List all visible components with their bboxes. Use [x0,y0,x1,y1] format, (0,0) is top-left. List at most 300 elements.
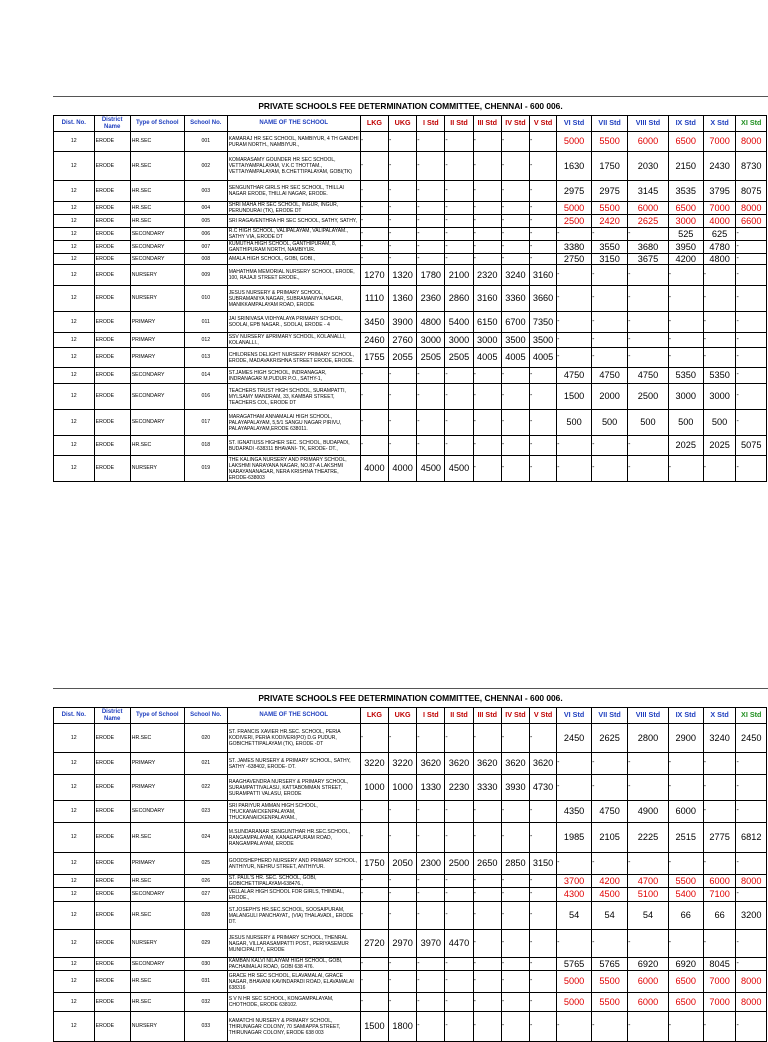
district-name-cell: ERODE [94,930,130,958]
school-type-cell: SECONDARY [130,384,184,410]
std1-fee-cell: 3000 [417,333,445,348]
column-header-lkg-fee: LKG [360,116,388,132]
column-header-std9-fee: IX Std [668,116,703,132]
std3-fee-cell: - [473,801,501,823]
std3-fee-cell: - [473,215,501,228]
std5-fee-cell: 3160 [530,265,557,286]
school-type-cell: HR.SEC [130,215,184,228]
std5-fee-cell: - [530,202,557,215]
ukg-fee-cell: 1800 [389,1012,417,1042]
std4-fee-cell: - [501,724,529,753]
dist-no-cell: 12 [54,410,95,436]
std4-fee-cell: - [501,958,529,971]
std10-fee-cell: - [703,853,736,875]
std2-fee-cell: - [445,152,473,181]
ukg-fee-cell: 1000 [389,775,417,801]
column-header-school-type: Type of School [130,116,184,132]
std10-fee-cell: 7000 [703,202,736,215]
school-no-cell: 022 [184,775,227,801]
school-name-cell: JAI SRINIVASA VIDHYALAYA PRIMARY SCHOOL, SOOLAI, EPB NAGAR., SOOLAI, ERODE - 4 [227,312,360,333]
std4-fee-cell: 3620 [501,753,529,775]
dist-no-cell: 12 [54,152,95,181]
column-header-district-name: District Name [94,708,130,724]
std1-fee-cell: 4800 [417,312,445,333]
std10-fee-cell: 8045 [703,958,736,971]
std9-fee-cell: 3000 [668,384,703,410]
school-name-cell: MARAGATHAM ANNAMALAI HIGH SCHOOL, PALAYAPALAYAM, 5,5/1 SANGU NAGAR PIRIVU, PALAYAPALAYAM,ERODE 638011. [227,410,360,436]
std2-fee-cell: - [445,823,473,853]
school-name-cell: ST.JOSEPH'S HR.SEC.SCHOOL, SOOSAIPURAM, MALANGULI PANCHAYAT,, (VIA) THALAVADI,, ERODE DT. [227,902,360,930]
ukg-fee-cell: - [389,902,417,930]
std5-fee-cell: - [530,801,557,823]
std11-fee-cell: - [736,368,767,384]
lkg-fee-cell: - [360,410,388,436]
district-name-cell: ERODE [94,436,130,456]
std2-fee-cell: 2505 [445,348,473,368]
school-no-cell: 026 [184,875,227,888]
school-type-cell: PRIMARY [130,348,184,368]
school-name-cell: KUMUTHA HIGH SCHOOL, GANTHIPURAM, 8, GANTHIPURAM NORTH, NAMBIYUR. [227,241,360,254]
column-header-std3-fee: III Std [473,708,501,724]
column-header-std9-fee: IX Std [668,708,703,724]
std5-fee-cell: - [530,875,557,888]
std2-fee-cell: - [445,888,473,902]
std1-fee-cell: - [417,971,445,993]
std7-fee-cell: - [592,265,628,286]
district-name-cell: ERODE [94,202,130,215]
std10-fee-cell: 3795 [703,181,736,202]
std2-fee-cell: - [445,875,473,888]
table-row [54,971,767,993]
std10-fee-cell: 4780 [703,241,736,254]
school-name-cell: SRI RAGAVENTHRA HR SEC SCHOOL, SATHY, SATHY, [227,215,360,228]
std3-fee-cell: - [473,888,501,902]
std2-fee-cell: - [445,724,473,753]
table-row [54,152,767,181]
std7-fee-cell: 4750 [592,368,628,384]
table-row [54,993,767,1012]
std3-fee-cell: - [473,971,501,993]
std2-fee-cell: - [445,384,473,410]
std7-fee-cell: 5500 [592,202,628,215]
std10-fee-cell: 2430 [703,152,736,181]
fee-sheet-1 [53,96,768,482]
std8-fee-cell: 2030 [628,152,669,181]
std5-fee-cell: - [530,930,557,958]
school-type-cell: SECONDARY [130,254,184,265]
std2-fee-cell: - [445,181,473,202]
school-no-cell: 016 [184,384,227,410]
table-row [54,1012,767,1042]
ukg-fee-cell: - [389,823,417,853]
school-type-cell: PRIMARY [130,312,184,333]
lkg-fee-cell: - [360,181,388,202]
district-name-cell: ERODE [94,801,130,823]
std7-fee-cell: - [592,853,628,875]
std5-fee-cell: 7350 [530,312,557,333]
std6-fee-cell: - [557,930,592,958]
std1-fee-cell: 2300 [417,853,445,875]
column-header-std10-fee: X Std [703,708,736,724]
std1-fee-cell: - [417,436,445,456]
table-row [54,875,767,888]
column-header-std2-fee: II Std [445,116,473,132]
dist-no-cell: 12 [54,254,95,265]
ukg-fee-cell: - [389,384,417,410]
std7-fee-cell: 2975 [592,181,628,202]
district-name-cell: ERODE [94,348,130,368]
school-type-cell: SECONDARY [130,368,184,384]
ukg-fee-cell: - [389,241,417,254]
std3-fee-cell: 3000 [473,333,501,348]
district-name-cell: ERODE [94,368,130,384]
std2-fee-cell: - [445,1012,473,1042]
std4-fee-cell: 6700 [501,312,529,333]
district-name-cell: ERODE [94,724,130,753]
sheet-title: PRIVATE SCHOOLS FEE DETERMINATION COMMITTEE, CHENNAI - 600 006. [258,101,563,111]
std11-fee-cell: - [736,801,767,823]
school-no-cell: 025 [184,853,227,875]
std4-fee-cell: - [501,181,529,202]
std3-fee-cell: 3620 [473,753,501,775]
std1-fee-cell: 3620 [417,753,445,775]
school-no-cell: 031 [184,971,227,993]
std7-fee-cell: - [592,312,628,333]
std4-fee-cell: - [501,456,529,482]
column-header-std1-fee: I Std [417,116,445,132]
table-row [54,241,767,254]
table-row [54,456,767,482]
school-type-cell: HR.SEC [130,181,184,202]
std1-fee-cell: - [417,368,445,384]
std9-fee-cell: 6920 [668,958,703,971]
std5-fee-cell: - [530,436,557,456]
std10-fee-cell: - [703,286,736,312]
header-row [54,708,767,724]
std2-fee-cell: 2230 [445,775,473,801]
std8-fee-cell: 6000 [628,993,669,1012]
std4-fee-cell: - [501,888,529,902]
school-type-cell: PRIMARY [130,775,184,801]
std8-fee-cell: 2500 [628,384,669,410]
school-name-cell: M.SUNDARANAR SENGUNTHAR HR.SEC.SCHOOL, RANGAMPALAYAM, KANAGAPURAM ROAD, RANGAMPALAYAM, ERODE [227,823,360,853]
std4-fee-cell: 3360 [501,286,529,312]
school-no-cell: 017 [184,410,227,436]
std4-fee-cell: - [501,410,529,436]
std5-fee-cell: - [530,241,557,254]
std5-fee-cell: - [530,724,557,753]
std1-fee-cell: 1780 [417,265,445,286]
ukg-fee-cell: - [389,875,417,888]
lkg-fee-cell: 2720 [360,930,388,958]
school-type-cell: HR.SEC [130,724,184,753]
std9-fee-cell: 5400 [668,888,703,902]
std10-fee-cell: - [703,930,736,958]
std8-fee-cell: 4700 [628,875,669,888]
std7-fee-cell: 3550 [592,241,628,254]
std1-fee-cell: - [417,384,445,410]
std10-fee-cell: 7000 [703,132,736,152]
school-type-cell: PRIMARY [130,853,184,875]
school-name-cell: TEACHERS TRUST HIGH SCHOOL, SURAMPATTI, MYLSAMY MANDRAM, 33, KAMBAR STREET, TEACHERS COL, ERODE DT [227,384,360,410]
lkg-fee-cell: - [360,875,388,888]
table-row [54,312,767,333]
table-row [54,368,767,384]
std8-fee-cell: - [628,930,669,958]
lkg-fee-cell: - [360,254,388,265]
std9-fee-cell: - [668,930,703,958]
school-name-cell: KOMARASAMY GOUNDER HR SEC SCHOOL, VETTAIYAMPALAYAM, V.K.C THOTTAM., VETTAIYAMPALAYAM, B.CHETTIPALAYAM, GOBI(TK) [227,152,360,181]
std6-fee-cell: - [557,228,592,241]
school-no-cell: 021 [184,753,227,775]
std5-fee-cell: - [530,971,557,993]
std4-fee-cell: 3930 [501,775,529,801]
std7-fee-cell: - [592,753,628,775]
column-header-dist-no: Dist. No. [54,116,95,132]
school-type-cell: HR.SEC [130,132,184,152]
district-name-cell: ERODE [94,286,130,312]
std1-fee-cell: - [417,958,445,971]
std6-fee-cell: - [557,456,592,482]
std1-fee-cell: - [417,823,445,853]
std6-fee-cell: - [557,753,592,775]
ukg-fee-cell: 3900 [389,312,417,333]
school-name-cell: JESUS NURSERY & PRIMARY SCHOOL, THENRAL NAGAR, VILLARASAMPATTI POST., PERIYASEMUR MUNICIPALITY., ERODE [227,930,360,958]
school-no-cell: 020 [184,724,227,753]
std9-fee-cell: 66 [668,902,703,930]
std8-fee-cell: 500 [628,410,669,436]
school-type-cell: NURSERY [130,456,184,482]
school-type-cell: HR.SEC [130,902,184,930]
std10-fee-cell: - [703,801,736,823]
column-header-std4-fee: IV Std [501,116,529,132]
ukg-fee-cell: 1360 [389,286,417,312]
lkg-fee-cell: 3220 [360,753,388,775]
school-no-cell: 010 [184,286,227,312]
std2-fee-cell: - [445,971,473,993]
std7-fee-cell: 5500 [592,132,628,152]
std1-fee-cell: - [417,241,445,254]
school-name-cell: KAMATCHI NURSERY & PRIMARY SCHOOL, THIRUNAGAR COLONY, 70 SAMIAPPA STREET, THIRUNAGAR COLONY, ERODE 638 003 [227,1012,360,1042]
school-name-cell: RAAGHAVENDRA NURSERY & PRIMARY SCHOOL, SURAMPATTIVALASU, KATTABOMMAN STREET, SURAMPATTI VALASU, ERODE [227,775,360,801]
district-name-cell: ERODE [94,958,130,971]
std4-fee-cell: - [501,993,529,1012]
std11-fee-cell: 8730 [736,152,767,181]
district-name-cell: ERODE [94,775,130,801]
school-name-cell: MAHATHMA MEMORIAL NURSERY SCHOOL, ERODE, 100, RAJAJI STREET ERODE., [227,265,360,286]
std2-fee-cell: 3000 [445,333,473,348]
column-header-std8-fee: VIII Std [628,708,669,724]
std8-fee-cell: 3145 [628,181,669,202]
dist-no-cell: 12 [54,993,95,1012]
table-row [54,930,767,958]
district-name-cell: ERODE [94,823,130,853]
std5-fee-cell: - [530,410,557,436]
column-header-std5-fee: V Std [530,708,557,724]
std3-fee-cell: 4005 [473,348,501,368]
std11-fee-cell: 8075 [736,181,767,202]
dist-no-cell: 12 [54,312,95,333]
std8-fee-cell: 5100 [628,888,669,902]
std11-fee-cell: 8000 [736,971,767,993]
lkg-fee-cell: 3450 [360,312,388,333]
district-name-cell: ERODE [94,241,130,254]
std6-fee-cell: 4300 [557,888,592,902]
school-name-cell: ST.JAMES HIGH SCHOOL, INDRANAGAR, INDRANAGAR M.PUDUR P.O., SATHY-1, [227,368,360,384]
std10-fee-cell: 4800 [703,254,736,265]
lkg-fee-cell: - [360,436,388,456]
std3-fee-cell: - [473,368,501,384]
ukg-fee-cell: 2050 [389,853,417,875]
table-row [54,384,767,410]
std3-fee-cell: - [473,902,501,930]
lkg-fee-cell: - [360,958,388,971]
std3-fee-cell: 6150 [473,312,501,333]
std5-fee-cell: - [530,181,557,202]
dist-no-cell: 12 [54,241,95,254]
std9-fee-cell: 2515 [668,823,703,853]
std3-fee-cell: 2320 [473,265,501,286]
column-header-ukg-fee: UKG [389,708,417,724]
std8-fee-cell: 4900 [628,801,669,823]
std11-fee-cell: 6600 [736,215,767,228]
std10-fee-cell: 66 [703,902,736,930]
lkg-fee-cell: - [360,801,388,823]
school-name-cell: CHILDRENS DELIGHT NURSERY PRIMARY SCHOOL, ERODE, MADAVAKRISHNA STREET ERODE, ERODE. [227,348,360,368]
std9-fee-cell: - [668,265,703,286]
std1-fee-cell: - [417,410,445,436]
school-name-cell: SSV NURSERY &PRIMARY SCHOOL, KOLANALLI, KOLANALLI., [227,333,360,348]
std11-fee-cell: - [736,775,767,801]
dist-no-cell: 12 [54,753,95,775]
std1-fee-cell: - [417,724,445,753]
std2-fee-cell: 2100 [445,265,473,286]
std7-fee-cell: 54 [592,902,628,930]
ukg-fee-cell: 2970 [389,930,417,958]
std11-fee-cell: 8000 [736,993,767,1012]
dist-no-cell: 12 [54,333,95,348]
std7-fee-cell: 5500 [592,993,628,1012]
std11-fee-cell: - [736,333,767,348]
ukg-fee-cell: - [389,152,417,181]
school-type-cell: PRIMARY [130,333,184,348]
std9-fee-cell: 4200 [668,254,703,265]
std6-fee-cell: 1985 [557,823,592,853]
dist-no-cell: 12 [54,958,95,971]
school-no-cell: 030 [184,958,227,971]
std3-fee-cell: 2650 [473,853,501,875]
school-no-cell: 019 [184,456,227,482]
district-name-cell: ERODE [94,888,130,902]
std10-fee-cell: 3000 [703,384,736,410]
ukg-fee-cell: - [389,202,417,215]
std6-fee-cell: 4350 [557,801,592,823]
school-type-cell: NURSERY [130,286,184,312]
std9-fee-cell: - [668,1012,703,1042]
std11-fee-cell: 2450 [736,724,767,753]
lkg-fee-cell: 4000 [360,456,388,482]
std5-fee-cell: - [530,384,557,410]
district-name-cell: ERODE [94,333,130,348]
std1-fee-cell: - [417,902,445,930]
dist-no-cell: 12 [54,853,95,875]
std8-fee-cell: 6000 [628,971,669,993]
std7-fee-cell: 5765 [592,958,628,971]
std4-fee-cell: - [501,902,529,930]
std3-fee-cell: - [473,152,501,181]
std6-fee-cell: - [557,853,592,875]
std6-fee-cell: 2975 [557,181,592,202]
dist-no-cell: 12 [54,823,95,853]
std7-fee-cell: 4750 [592,801,628,823]
std9-fee-cell: 3000 [668,215,703,228]
std6-fee-cell: 2750 [557,254,592,265]
std7-fee-cell: 2105 [592,823,628,853]
std8-fee-cell: - [628,228,669,241]
std7-fee-cell: - [592,1012,628,1042]
std4-fee-cell: 3500 [501,333,529,348]
ukg-fee-cell: - [389,888,417,902]
std11-fee-cell: - [736,312,767,333]
std4-fee-cell: - [501,202,529,215]
lkg-fee-cell: - [360,228,388,241]
std8-fee-cell: 2625 [628,215,669,228]
std11-fee-cell: - [736,888,767,902]
dist-no-cell: 12 [54,368,95,384]
std9-fee-cell: 2150 [668,152,703,181]
district-name-cell: ERODE [94,456,130,482]
std10-fee-cell: - [703,348,736,368]
table-row [54,436,767,456]
lkg-fee-cell: - [360,724,388,753]
district-name-cell: ERODE [94,228,130,241]
lkg-fee-cell: - [360,132,388,152]
lkg-fee-cell: - [360,202,388,215]
column-header-std3-fee: III Std [473,116,501,132]
std4-fee-cell: - [501,132,529,152]
lkg-fee-cell: - [360,823,388,853]
std6-fee-cell: 3700 [557,875,592,888]
std7-fee-cell: 4200 [592,875,628,888]
table-row [54,958,767,971]
school-no-cell: 002 [184,152,227,181]
std1-fee-cell: - [417,801,445,823]
std7-fee-cell: - [592,228,628,241]
std4-fee-cell: - [501,384,529,410]
school-name-cell: AMALA HIGH SCHOOL, GOBI, GOBI., [227,254,360,265]
std4-fee-cell: - [501,241,529,254]
school-type-cell: NURSERY [130,265,184,286]
table-row [54,202,767,215]
dist-no-cell: 12 [54,132,95,152]
dist-no-cell: 12 [54,801,95,823]
std6-fee-cell: 1500 [557,384,592,410]
school-no-cell: 012 [184,333,227,348]
ukg-fee-cell: - [389,181,417,202]
std8-fee-cell: - [628,333,669,348]
dist-no-cell: 12 [54,456,95,482]
std7-fee-cell: - [592,775,628,801]
std9-fee-cell: 6500 [668,202,703,215]
std4-fee-cell: - [501,368,529,384]
std4-fee-cell: - [501,254,529,265]
std6-fee-cell: 3380 [557,241,592,254]
ukg-fee-cell: - [389,436,417,456]
std10-fee-cell: - [703,265,736,286]
std8-fee-cell: 3680 [628,241,669,254]
district-name-cell: ERODE [94,853,130,875]
std2-fee-cell: 2500 [445,853,473,875]
